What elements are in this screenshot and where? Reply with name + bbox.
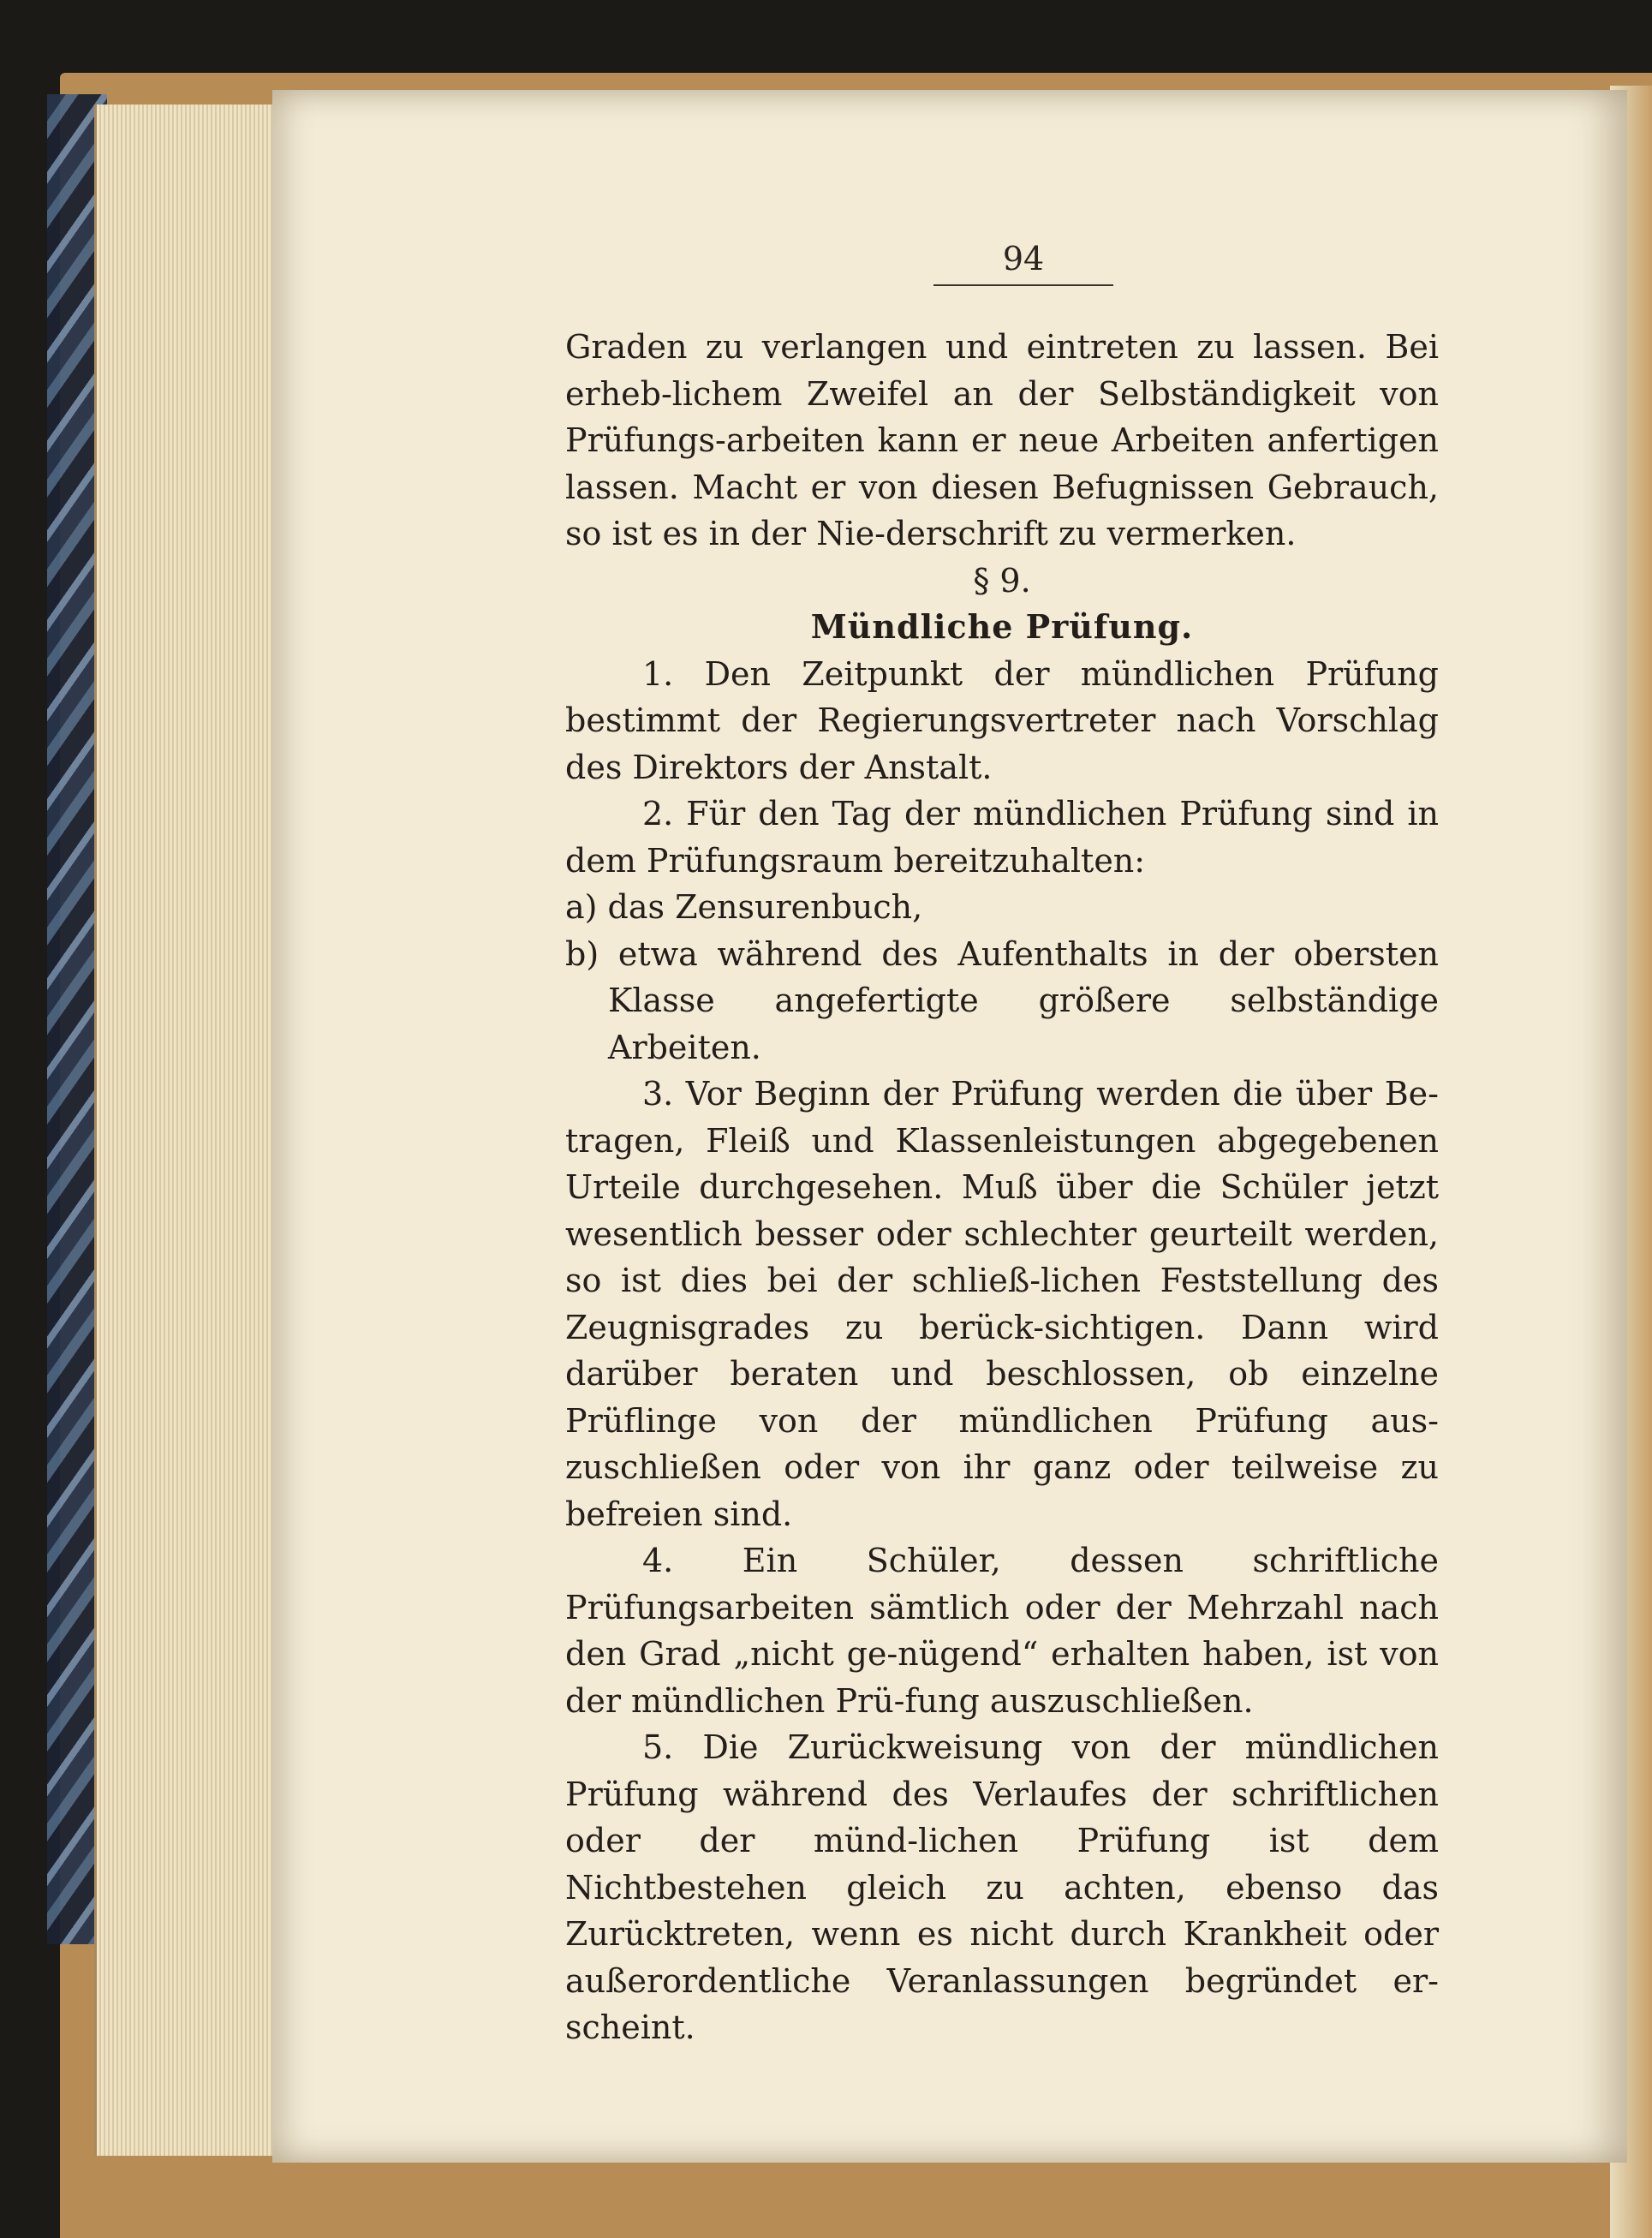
list-item-a: a) das Zensurenbuch,	[565, 888, 923, 926]
intro-paragraph: Graden zu verlangen und eintreten zu lassen. Bei erheb-lichem Zweifel an der Selbständigkeit von Prüfungs-arbeiten kann er neue Arbeiten anfertigen lassen. Macht er von diesen Befugnissen Gebrauch, so ist es in der Nie-derschrift zu vermerken.	[565, 328, 1439, 552]
list-item-b: b) etwa während des Aufenthalts in der obersten Klasse angefertigte größere selbständige Arbeiten.	[565, 934, 1439, 1066]
page-text	[565, 324, 1439, 2051]
section-title: Mündliche Prüfung.	[810, 607, 1194, 646]
section-number: § 9.	[973, 561, 1031, 600]
page-number: 94	[933, 240, 1113, 286]
paragraph-1: 1. Den Zeitpunkt der mündlichen Prüfung bestimmt der Regierungsvertreter nach Vorschlag des Direktors der Anstalt.	[565, 654, 1439, 786]
page-edges	[94, 104, 277, 2156]
paragraph-2: 2. Für den Tag der mündlichen Prüfung sind in dem Prüfungsraum bereitzuhalten:	[565, 795, 1439, 880]
paragraph-3: 3. Vor Beginn der Prüfung werden die über Be-tragen, Fleiß und Klassenleistungen abgegebenen Urteile durchgesehen. Muß über die Schüler jetzt wesentlich besser oder schlechter geurteilt werden, so ist dies bei der schließ-lichen Feststellung des Zeugnisgrades zu berück-sichtigen. Dann wird darüber beraten und beschlossen, ob einzelne Prüflinge von der mündlichen Prüfung aus-zuschließen oder von ihr ganz oder teilweise zu befreien sind.	[565, 1075, 1439, 1533]
paragraph-4: 4. Ein Schüler, dessen schriftliche Prüfungsarbeiten sämtlich oder der Mehrzahl nach den Grad „nicht ge-nügend“ erhalten haben, ist von der mündlichen Prü-fung auszuschließen.	[565, 1542, 1439, 1720]
paragraph-5: 5. Die Zurückweisung von der mündlichen Prüfung während des Verlaufes der schriftlichen oder der münd-lichen Prüfung ist dem Nichtbestehen gleich zu achten, ebenso das Zurücktreten, wenn es nicht durch Krankheit oder außerordentliche Veranlassungen begründet er-scheint.	[565, 1728, 1439, 2046]
